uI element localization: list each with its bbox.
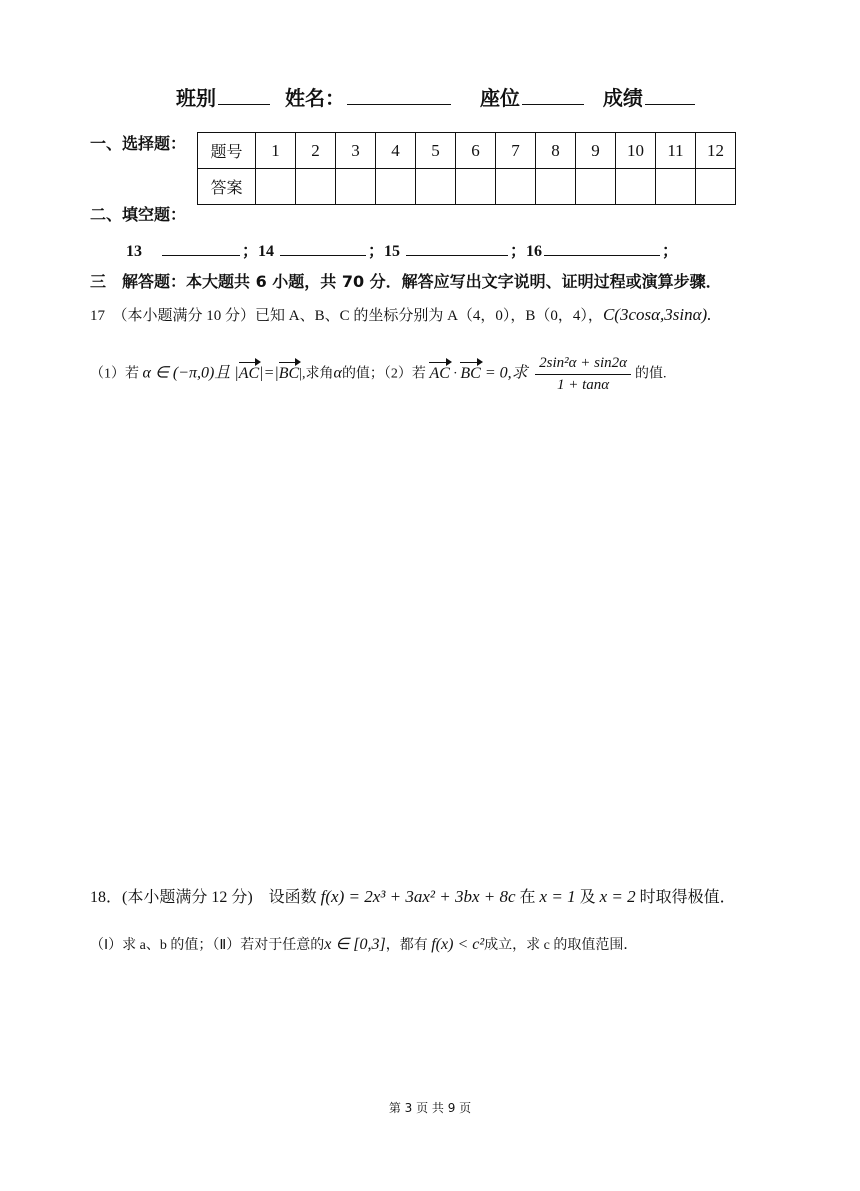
question-number: 7 xyxy=(496,133,536,169)
q16-blank[interactable] xyxy=(544,241,660,256)
q18-and: 及 xyxy=(579,889,596,906)
q18-x2: x = 2 xyxy=(599,887,636,906)
q15-label: ；15 xyxy=(368,243,401,260)
vector-ac-2: AC xyxy=(429,364,450,382)
answer-table-answer-row xyxy=(198,169,736,205)
q18-mid: 在 xyxy=(519,889,536,906)
q17-part1-b: |,求角 xyxy=(299,366,334,382)
row-label-answer: 答案 xyxy=(198,169,256,205)
answer-cell[interactable] xyxy=(496,169,536,205)
q18-ineq: f(x) < c² xyxy=(431,936,485,953)
question-number: 9 xyxy=(576,133,616,169)
dot-operator: · xyxy=(449,366,461,382)
answer-cell[interactable] xyxy=(256,169,296,205)
q18-part3: 成立，求 c 的取值范围． xyxy=(484,938,638,953)
q17-mid: |=| xyxy=(259,364,279,382)
name-blank[interactable] xyxy=(347,86,451,105)
q17-part1-math: α ∈ (−π,0)且 | xyxy=(142,364,239,382)
q17-eq: = 0,求 xyxy=(480,364,528,382)
q18-part2: ，都有 xyxy=(385,938,428,953)
fraction-numerator: 2sin²α + sin2α xyxy=(535,355,631,375)
question-number: 1 xyxy=(256,133,296,169)
question-number: 2 xyxy=(296,133,336,169)
q14-blank[interactable] xyxy=(280,241,366,256)
vector-bc-2: BC xyxy=(460,364,481,382)
answer-cell[interactable] xyxy=(576,169,616,205)
score-blank[interactable] xyxy=(645,86,695,105)
answer-cell[interactable] xyxy=(296,169,336,205)
q13-blank[interactable] xyxy=(162,241,240,256)
question-number: 3 xyxy=(336,133,376,169)
q18-stem xyxy=(90,884,736,907)
class-blank[interactable] xyxy=(218,86,270,105)
seat-label: 座位 xyxy=(479,86,520,110)
q13-label: 13 xyxy=(126,243,142,260)
answer-cell[interactable] xyxy=(336,169,376,205)
seat-blank[interactable] xyxy=(522,86,584,105)
answer-cell[interactable] xyxy=(456,169,496,205)
q17-part1-a: （1）若 xyxy=(90,366,139,382)
question-number: 11 xyxy=(656,133,696,169)
row-label-number: 题号 xyxy=(198,133,256,169)
answer-table-number-row xyxy=(198,133,736,169)
question-number: 8 xyxy=(536,133,576,169)
score-label: 成绩 xyxy=(602,86,643,110)
q18-parts xyxy=(90,934,637,954)
q18-head: 18．(本小题满分 12 分) 设函数 xyxy=(90,889,317,906)
q17-alpha: α xyxy=(333,364,342,382)
fill-blanks-row xyxy=(126,238,678,261)
q17-stem xyxy=(90,304,711,325)
q17-parts xyxy=(90,355,667,394)
question-number: 12 xyxy=(696,133,736,169)
name-label: 姓名： xyxy=(284,86,345,110)
question-number: 10 xyxy=(616,133,656,169)
q17-head: 17 （本小题满分 10 分）已知 A、B、C 的坐标分别为 A（4，0），B（0，4）， xyxy=(90,308,603,324)
answer-cell[interactable] xyxy=(616,169,656,205)
q18-part: （Ⅰ）求 a、b 的值；（Ⅱ）若对于任意的 xyxy=(90,938,325,953)
class-label: 班别 xyxy=(176,86,216,110)
answer-cell[interactable] xyxy=(416,169,456,205)
vector-ac: AC xyxy=(238,364,260,382)
fraction-denominator: 1 + tanα xyxy=(557,377,610,393)
fill-end: ； xyxy=(662,243,679,260)
question-number: 5 xyxy=(416,133,456,169)
question-number: 4 xyxy=(376,133,416,169)
q17-point-c: C(3cosα,3sinα). xyxy=(602,305,712,324)
vector-bc: BC xyxy=(278,364,300,382)
section-choice: 一、选择题： xyxy=(90,134,187,153)
q17-tail: 的值. xyxy=(635,366,667,382)
q15-blank[interactable] xyxy=(406,241,508,256)
q18-cond: x ∈ [0,3] xyxy=(324,936,386,953)
page-footer: 第 3 页 共 9 页 xyxy=(388,1101,472,1115)
answer-cell[interactable] xyxy=(376,169,416,205)
section-fill: 二、填空题： xyxy=(90,205,187,224)
section-solve: 三 解答题：本大题共 6 小题，共 70 分．解答应写出文字说明、证明过程或演算步骤． xyxy=(90,272,722,291)
answer-table xyxy=(197,132,736,205)
question-number: 6 xyxy=(456,133,496,169)
q18-function: f(x) = 2x³ + 3ax² + 3bx + 8c xyxy=(320,887,516,906)
q18-end: 时取得极值． xyxy=(639,889,736,906)
answer-cell[interactable] xyxy=(536,169,576,205)
student-info-header xyxy=(176,82,703,111)
q18-x1: x = 1 xyxy=(539,887,576,906)
q16-label: ；16 xyxy=(510,243,543,260)
answer-cell[interactable] xyxy=(696,169,736,205)
q17-fraction xyxy=(535,355,631,394)
q17-part1-c: 的值；（2）若 xyxy=(341,366,426,382)
q14-label: ；14 xyxy=(242,243,275,260)
answer-cell[interactable] xyxy=(656,169,696,205)
